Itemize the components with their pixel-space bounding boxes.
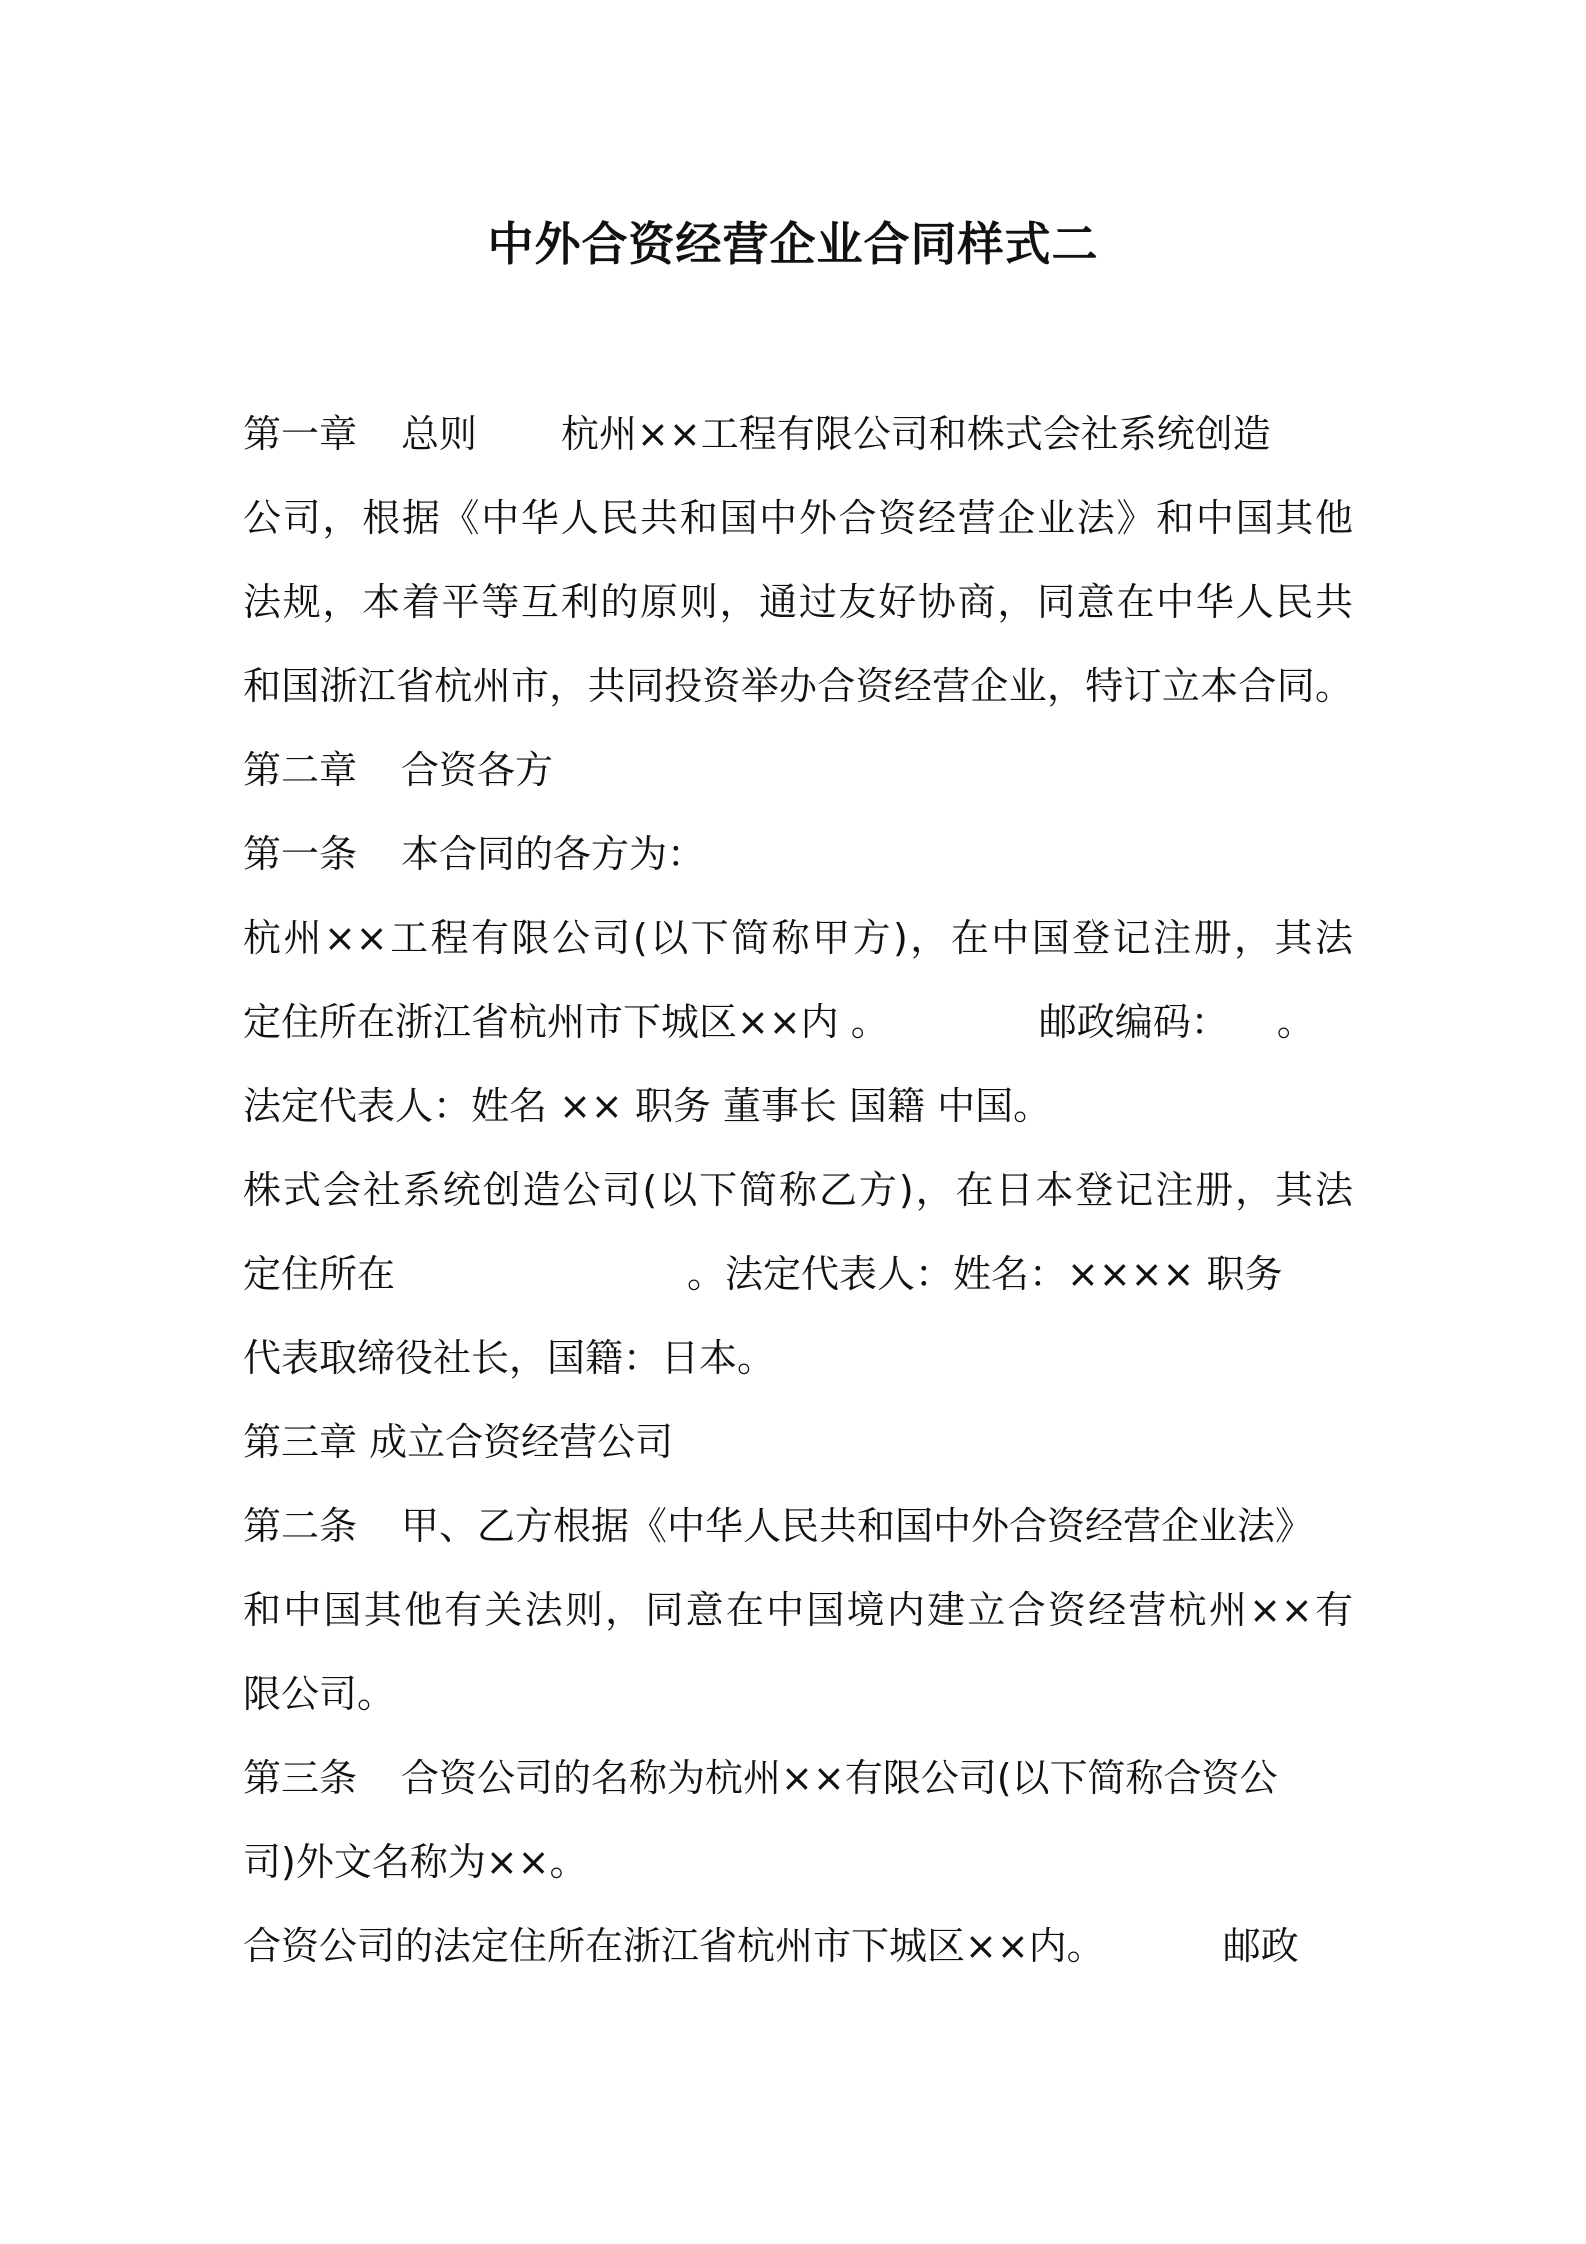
chapter-2-heading-line — [243, 728, 1353, 812]
article-number: 第三条 — [243, 1756, 358, 1800]
address-label: 定住所在 — [243, 1252, 396, 1296]
article-text: 甲、乙方根据《中华人民共和国中外合资经营企业法》 — [401, 1504, 1314, 1548]
paragraph-line: 代表取缔役社长，国籍：日本。 — [243, 1336, 776, 1380]
article-3-line — [243, 1736, 1353, 1820]
article-2-line — [243, 1484, 1353, 1568]
article-text: 合资公司的名称为杭州××有限公司(以下简称合资公 — [401, 1756, 1278, 1800]
paragraph-line: 株式会社系统创造公司(以下简称乙方)，在日本登记注册，其法 — [243, 1168, 1353, 1212]
chapter-title: 合资各方 — [401, 748, 554, 792]
chapter-1-heading-line — [243, 392, 1353, 476]
article-number: 第一条 — [243, 832, 358, 876]
company-address-line — [243, 1904, 1353, 1988]
article-1-line — [243, 812, 1353, 896]
chapter-3-heading-line: 第三章 成立合资经营公司 — [243, 1420, 674, 1464]
postcode-label: 邮政 — [1222, 1924, 1299, 1968]
paragraph-text: 杭州××工程有限公司和株式会社系统创造 — [561, 412, 1271, 456]
address-postcode-line — [243, 980, 1353, 1064]
address-representative-line — [243, 1232, 1353, 1316]
chapter-title: 总则 — [401, 412, 478, 456]
paragraph-line: 和中国其他有关法则，同意在中国境内建立合资经营杭州××有 — [243, 1588, 1353, 1632]
representative-text: 。法定代表人：姓名：×××× 职务 — [687, 1252, 1283, 1296]
article-text: 本合同的各方为： — [401, 832, 706, 876]
article-number: 第二条 — [243, 1504, 358, 1548]
legal-representative-line: 法定代表人：姓名 ×× 职务 董事长 国籍 中国。 — [243, 1084, 1052, 1128]
paragraph-line: 司)外文名称为××。 — [243, 1840, 588, 1884]
paragraph-line: 公司，根据《中华人民共和国中外合资经营企业法》和中国其他 — [243, 496, 1353, 540]
paragraph-line: 限公司。 — [243, 1672, 396, 1716]
paragraph-line: 杭州××工程有限公司(以下简称甲方)，在中国登记注册，其法 — [243, 916, 1353, 960]
postcode-value: 。 — [1276, 1000, 1315, 1044]
chapter-number: 第一章 — [243, 412, 358, 456]
address-text: 合资公司的法定住所在浙江省杭州市下城区××内。 — [243, 1924, 1105, 1968]
address-text: 定住所在浙江省杭州市下城区××内 。 — [243, 1000, 889, 1044]
paragraph-line: 和国浙江省杭州市，共同投资举办合资经营企业，特订立本合同。 — [243, 664, 1353, 708]
postcode-label: 邮政编码： — [1038, 1000, 1229, 1044]
document-title: 中外合资经营企业合同样式二 — [487, 217, 1099, 271]
paragraph-line: 法规，本着平等互利的原则，通过友好协商，同意在中华人民共 — [243, 580, 1353, 624]
chapter-number: 第二章 — [243, 748, 358, 792]
